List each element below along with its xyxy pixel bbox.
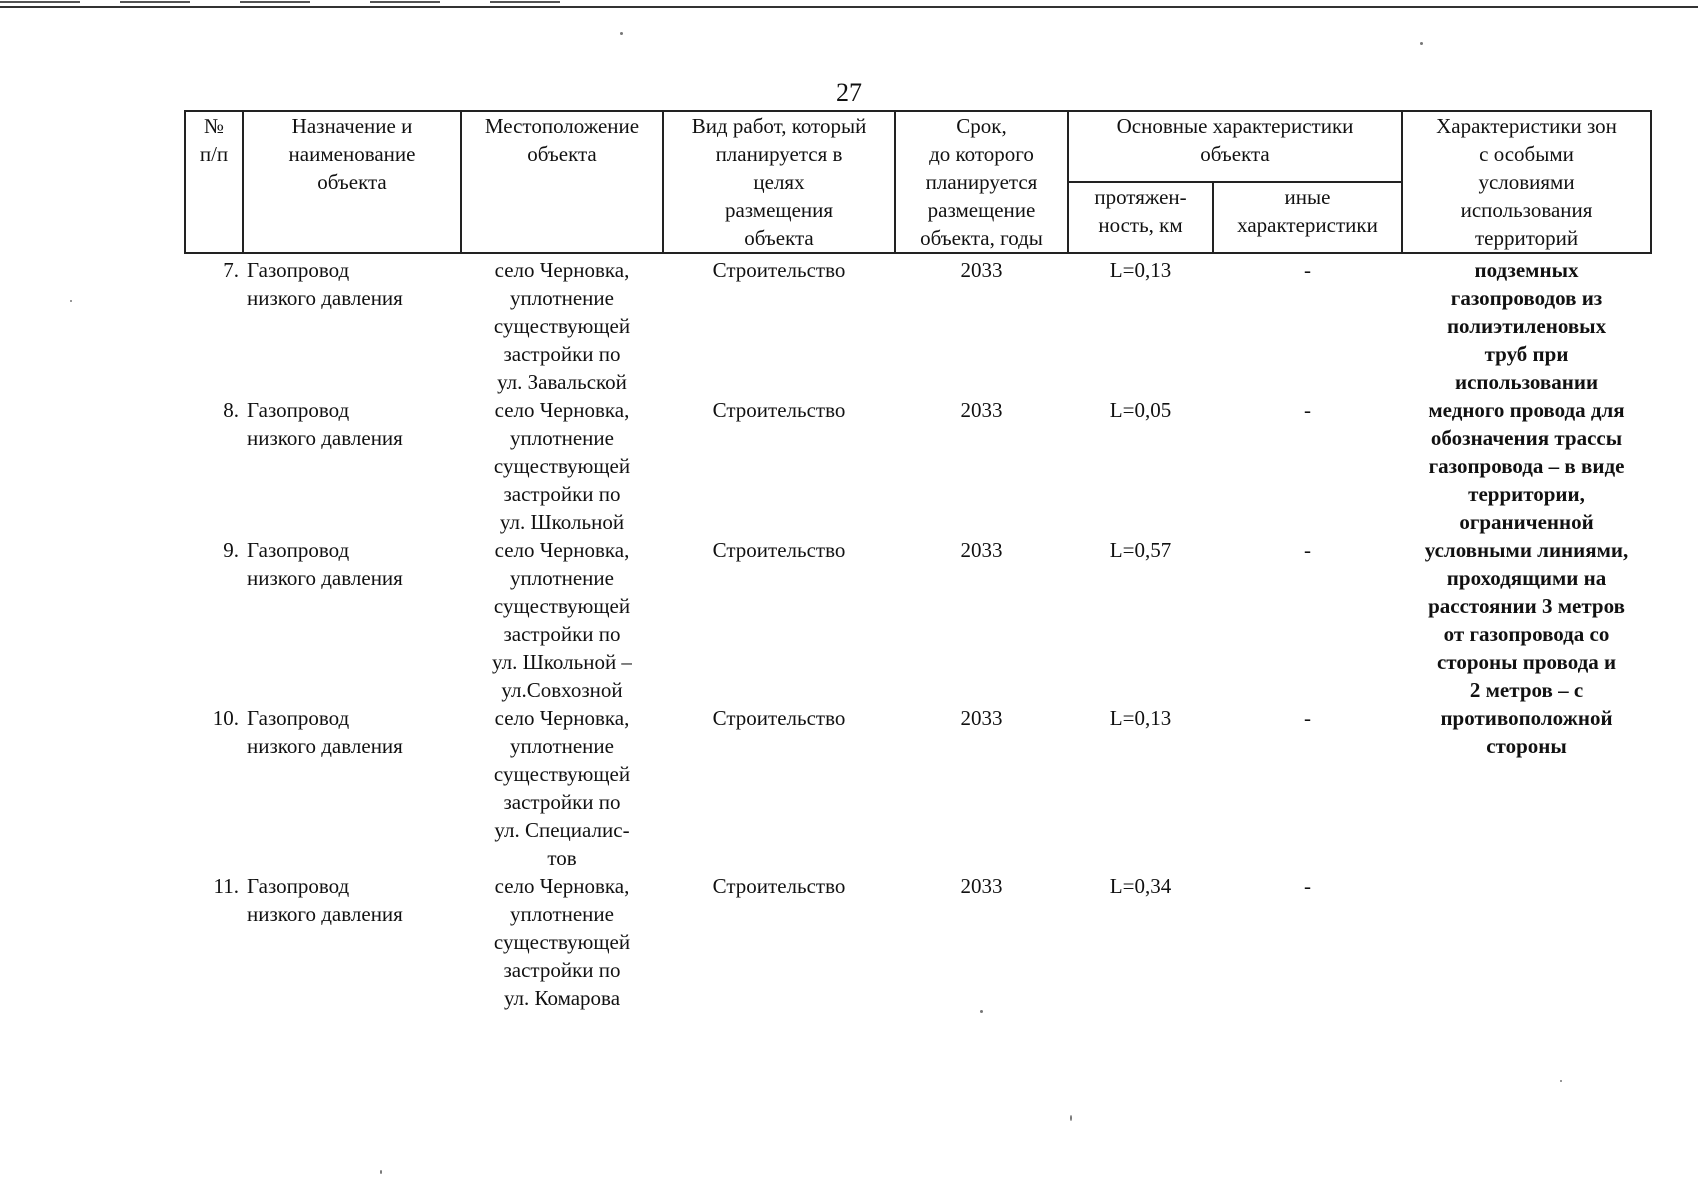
header-line: условиями xyxy=(1478,170,1575,194)
zone-characteristics xyxy=(1402,253,1651,1012)
scan-speck xyxy=(70,300,72,302)
object-name xyxy=(243,253,461,396)
object-location-line: существующей xyxy=(493,314,631,338)
object-location-line: застройки по xyxy=(503,790,621,814)
object-name-line: низкого давления xyxy=(247,902,403,926)
header-location xyxy=(461,111,663,253)
object-name xyxy=(243,704,461,872)
other-characteristics: - xyxy=(1304,398,1311,422)
row-number: 11. xyxy=(213,874,239,898)
header-work-type xyxy=(663,111,895,253)
zone-characteristics-line: условными линиями, xyxy=(1424,538,1629,562)
header-line: планируется в xyxy=(715,142,843,166)
object-name-line: Газопровод xyxy=(247,258,350,282)
header-line: размещения xyxy=(724,198,834,222)
header-line: Назначение и xyxy=(291,114,413,138)
zone-characteristics-line: проходящими на xyxy=(1446,566,1607,590)
work-type: Строительство xyxy=(712,874,846,898)
zone-characteristics-line: газопроводов из xyxy=(1450,286,1603,310)
object-name-line: Газопровод xyxy=(247,874,350,898)
object-location xyxy=(461,704,663,872)
object-name-line: Газопровод xyxy=(247,538,350,562)
header-length xyxy=(1068,182,1213,253)
scan-speck xyxy=(1420,42,1423,45)
header-line: ность, км xyxy=(1098,213,1183,237)
row-number: 9. xyxy=(223,538,239,562)
header-line: № xyxy=(203,114,225,138)
work-type: Строительство xyxy=(712,538,846,562)
header-line: объекта xyxy=(1200,142,1270,166)
object-location-line: ул. Специалис- xyxy=(494,818,630,842)
header-line: с особыми xyxy=(1479,142,1574,166)
header-line: Характеристики зон xyxy=(1436,114,1617,138)
object-location-line: село Черновка, xyxy=(494,874,630,898)
object-location-line: застройки по xyxy=(503,622,621,646)
table-row xyxy=(185,253,1651,396)
deadline-year: 2033 xyxy=(960,258,1003,282)
object-location-line: ул. Школьной – xyxy=(492,650,632,674)
header-line: иные xyxy=(1284,185,1331,209)
object-location-line: село Черновка, xyxy=(494,258,630,282)
object-location-line: село Черновка, xyxy=(494,398,630,422)
deadline-year: 2033 xyxy=(960,874,1003,898)
zone-characteristics-line: труб при xyxy=(1484,342,1569,366)
zone-characteristics-line: расстоянии 3 метров xyxy=(1428,594,1625,618)
object-location-line: застройки по xyxy=(503,958,621,982)
other-characteristics: - xyxy=(1304,538,1311,562)
zone-characteristics-line: 2 метров – с xyxy=(1469,678,1584,702)
zone-characteristics-line: обозначения трассы xyxy=(1430,426,1623,450)
header-deadline xyxy=(895,111,1068,253)
deadline-year: 2033 xyxy=(960,706,1003,730)
header-line: Основные характеристики xyxy=(1116,114,1354,138)
object-location-line: ул.Совхозной xyxy=(501,678,623,702)
header-line: Срок, xyxy=(956,114,1007,138)
object-name xyxy=(243,536,461,704)
zone-characteristics-line: использовании xyxy=(1454,370,1599,394)
object-name-line: низкого давления xyxy=(247,734,403,758)
other-characteristics: - xyxy=(1304,706,1311,730)
header-line: объекта xyxy=(527,142,597,166)
header-line: Вид работ, который xyxy=(691,114,867,138)
scan-speck xyxy=(380,1170,382,1174)
header-line: территорий xyxy=(1474,226,1579,250)
zone-characteristics-line: противоположной xyxy=(1440,706,1613,730)
header-line: использования xyxy=(1460,198,1593,222)
object-location-line: уплотнение xyxy=(510,286,614,310)
object-location-line: существующей xyxy=(493,930,631,954)
object-name xyxy=(243,396,461,536)
object-location-line: уплотнение xyxy=(510,902,614,926)
object-location-line: существующей xyxy=(493,594,631,618)
work-type: Строительство xyxy=(712,706,846,730)
zone-characteristics-line: от газопровода со xyxy=(1443,622,1610,646)
row-number: 8. xyxy=(223,398,239,422)
object-name-line: низкого давления xyxy=(247,286,403,310)
object-location xyxy=(461,872,663,1012)
top-scan-artifacts xyxy=(0,1,1698,3)
deadline-year: 2033 xyxy=(960,398,1003,422)
object-location xyxy=(461,396,663,536)
header-line: п/п xyxy=(199,142,229,166)
header-line: Местоположение xyxy=(484,114,640,138)
length-km: L=0,34 xyxy=(1109,874,1172,898)
object-location xyxy=(461,536,663,704)
header-line: планируется xyxy=(925,170,1038,194)
infrastructure-table xyxy=(184,110,1652,1012)
length-km: L=0,13 xyxy=(1109,258,1172,282)
row-number: 10. xyxy=(212,706,239,730)
object-name-line: Газопровод xyxy=(247,398,350,422)
scan-speck xyxy=(1560,1080,1562,1082)
header-line: наименование xyxy=(288,142,416,166)
object-location-line: существующей xyxy=(493,454,631,478)
zone-characteristics-line: стороны провода и xyxy=(1436,650,1617,674)
object-location-line: уплотнение xyxy=(510,426,614,450)
other-characteristics: - xyxy=(1304,874,1311,898)
header-line: протяжен- xyxy=(1094,185,1187,209)
page-number: 27 xyxy=(836,78,862,107)
object-location-line: застройки по xyxy=(503,482,621,506)
work-type: Строительство xyxy=(712,258,846,282)
object-location-line: ул. Школьной xyxy=(499,510,625,534)
header-other xyxy=(1213,182,1402,253)
object-location-line: застройки по xyxy=(503,342,621,366)
object-name-line: низкого давления xyxy=(247,566,403,590)
zone-characteristics-line: подземных xyxy=(1474,258,1579,282)
object-location-line: ул. Завальской xyxy=(497,370,627,394)
header-line: характеристики xyxy=(1237,213,1378,237)
header-line: целях xyxy=(753,170,805,194)
deadline-year: 2033 xyxy=(960,538,1003,562)
header-line: объекта xyxy=(744,226,814,250)
object-location-line: тов xyxy=(547,846,577,870)
object-location-line: село Черновка, xyxy=(494,706,630,730)
object-location-line: существующей xyxy=(493,762,631,786)
object-name-line: низкого давления xyxy=(247,426,403,450)
zone-characteristics-line: медного провода для xyxy=(1428,398,1625,422)
object-location-line: село Черновка, xyxy=(494,538,630,562)
top-scan-line xyxy=(0,6,1698,8)
zone-characteristics-line: полиэтиленовых xyxy=(1446,314,1607,338)
object-location-line: уплотнение xyxy=(510,566,614,590)
header-name xyxy=(243,111,461,253)
header-line: размещение xyxy=(927,198,1036,222)
other-characteristics: - xyxy=(1304,258,1311,282)
object-location-line: ул. Комарова xyxy=(503,986,621,1010)
header-main-characteristics xyxy=(1068,111,1402,182)
object-name-line: Газопровод xyxy=(247,706,350,730)
table-body xyxy=(185,253,1651,1012)
header-num xyxy=(185,111,243,253)
header-line: до которого xyxy=(929,142,1034,166)
header-line: объекта, годы xyxy=(920,226,1043,250)
zone-characteristics-line: газопровода – в виде xyxy=(1428,454,1625,478)
object-location-line: уплотнение xyxy=(510,734,614,758)
object-location xyxy=(461,253,663,396)
zone-characteristics-line: территории, xyxy=(1468,482,1585,506)
work-type: Строительство xyxy=(712,398,846,422)
scan-speck xyxy=(980,1010,983,1013)
zone-characteristics-line: стороны xyxy=(1486,734,1567,758)
length-km: L=0,57 xyxy=(1109,538,1172,562)
zone-characteristics-line: ограниченной xyxy=(1459,510,1594,534)
header-zones xyxy=(1402,111,1651,253)
scan-speck xyxy=(1070,1115,1072,1121)
length-km: L=0,05 xyxy=(1109,398,1172,422)
scan-speck xyxy=(620,32,623,35)
header-line: объекта xyxy=(317,170,387,194)
object-name xyxy=(243,872,461,1012)
row-number: 7. xyxy=(223,258,239,282)
length-km: L=0,13 xyxy=(1109,706,1172,730)
